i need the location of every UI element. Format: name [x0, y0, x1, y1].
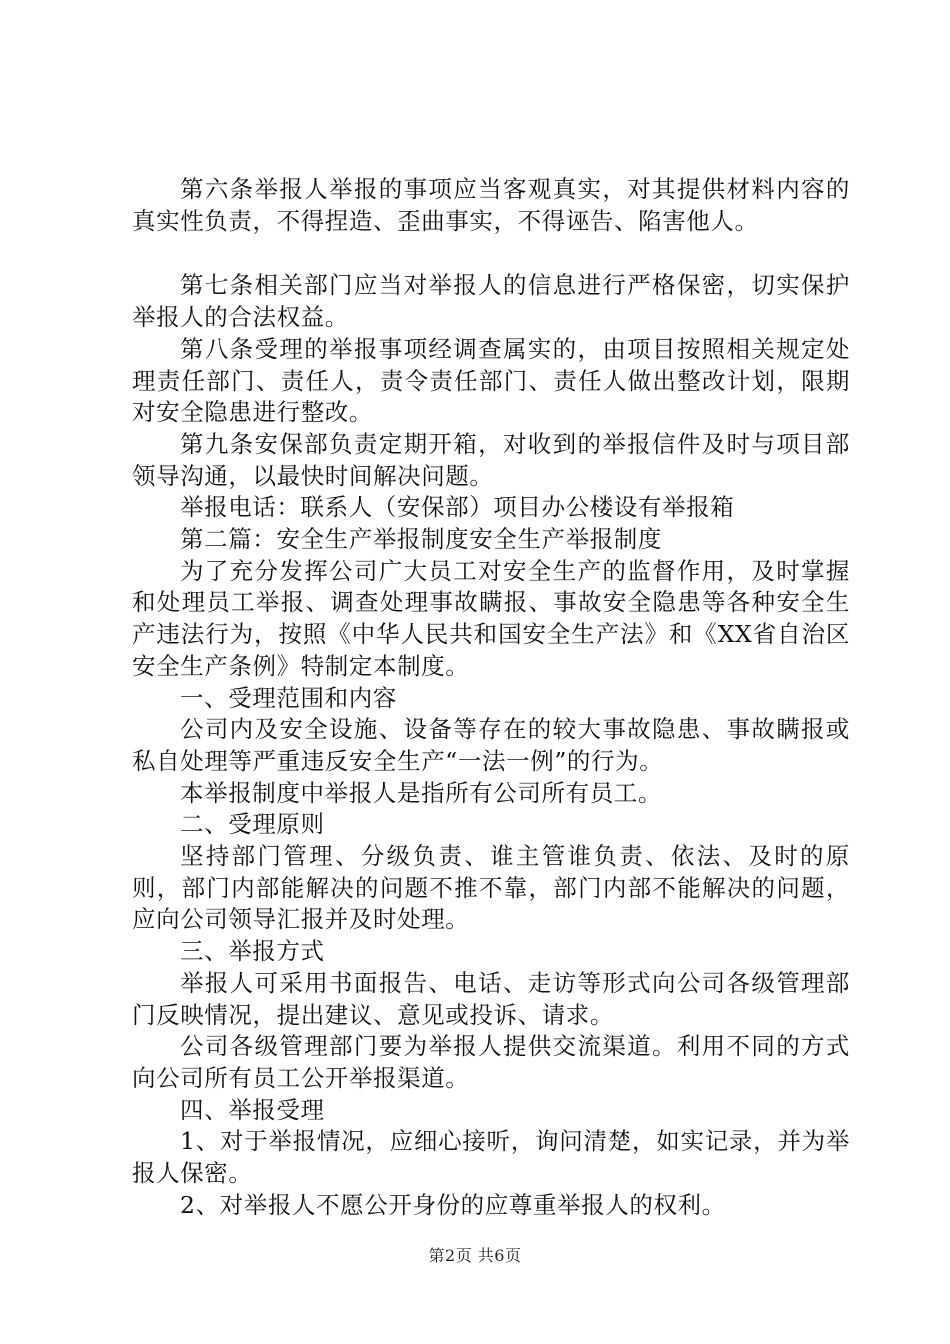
document-body: [132, 174, 850, 1222]
paragraph-acceptance-1: 1、对于举报情况，应细心接听，询问清楚，如实记录，并为举报人保密。: [132, 1127, 850, 1188]
paragraph-principles: 坚持部门管理、分级负责、谁主管谁负责、依法、及时的原则，部门内部能解决的问题不推不靠，部门内部不能解决的问题，应向公司领导汇报并及时处理。: [132, 842, 850, 934]
paragraph-report-phone: 举报电话：联系人（安保部）项目办公楼设有举报箱: [180, 493, 735, 522]
paragraph-methods: 举报人可采用书面报告、电话、走访等形式向公司各级管理部门反映情况，提出建议、意见或投诉、请求。: [132, 968, 850, 1029]
heading-acceptance: 四、举报受理: [180, 1095, 325, 1124]
paragraph-channels: 公司各级管理部门要为举报人提供交流渠道。利用不同的方式向公司所有员工公开举报渠道。: [132, 1032, 850, 1092]
paragraph-intro: 为了充分发挥公司广大员工对安全生产的监督作用，及时掌握和处理员工举报、调查处理事故瞒报、事故安全隐患等各种安全生产违法行为，按照《中华人民共和国安全生产法》和《XX省自治区安全生产条例》特制定本制度。: [132, 556, 850, 680]
paragraph-gap: [132, 237, 850, 270]
paragraph-article-8: 第八条受理的举报事项经调查属实的，由项目按照相关规定处理责任部门、责任人，责令责任部门、责任人做出整改计划，限期对安全隐患进行整改。: [132, 334, 850, 427]
paragraph-chapter-2-title: 第二篇：安全生产举报制度安全生产举报制度: [180, 525, 662, 554]
paragraph-reporter-definition: 本举报制度中举报人是指所有公司所有员工。: [180, 778, 662, 807]
paragraph-acceptance-2: 2、对举报人不愿公开身份的应尊重举报人的权利。: [180, 1190, 726, 1219]
paragraph-article-7: 第七条相关部门应当对举报人的信息进行严格保密，切实保护举报人的合法权益。: [132, 271, 850, 332]
page-number-footer: 第2页 共6页: [428, 1246, 522, 1265]
heading-methods: 三、举报方式: [180, 937, 325, 966]
heading-scope: 一、受理范围和内容: [180, 683, 397, 712]
heading-principles: 二、受理原则: [180, 810, 325, 839]
paragraph-scope: 公司内及安全设施、设备等存在的较大事故隐患、事故瞒报或私自处理等严重违反安全生产“一法一例”的行为。: [132, 715, 850, 775]
paragraph-article-9: 第九条安保部负责定期开箱，对收到的举报信件及时与项目部领导沟通，以最快时间解决问题。: [132, 429, 850, 490]
paragraph-article-6: 第六条举报人举报的事项应当客观真实，对其提供材料内容的真实性负责，不得捏造、歪曲事实，不得诬告、陷害他人。: [132, 175, 850, 235]
